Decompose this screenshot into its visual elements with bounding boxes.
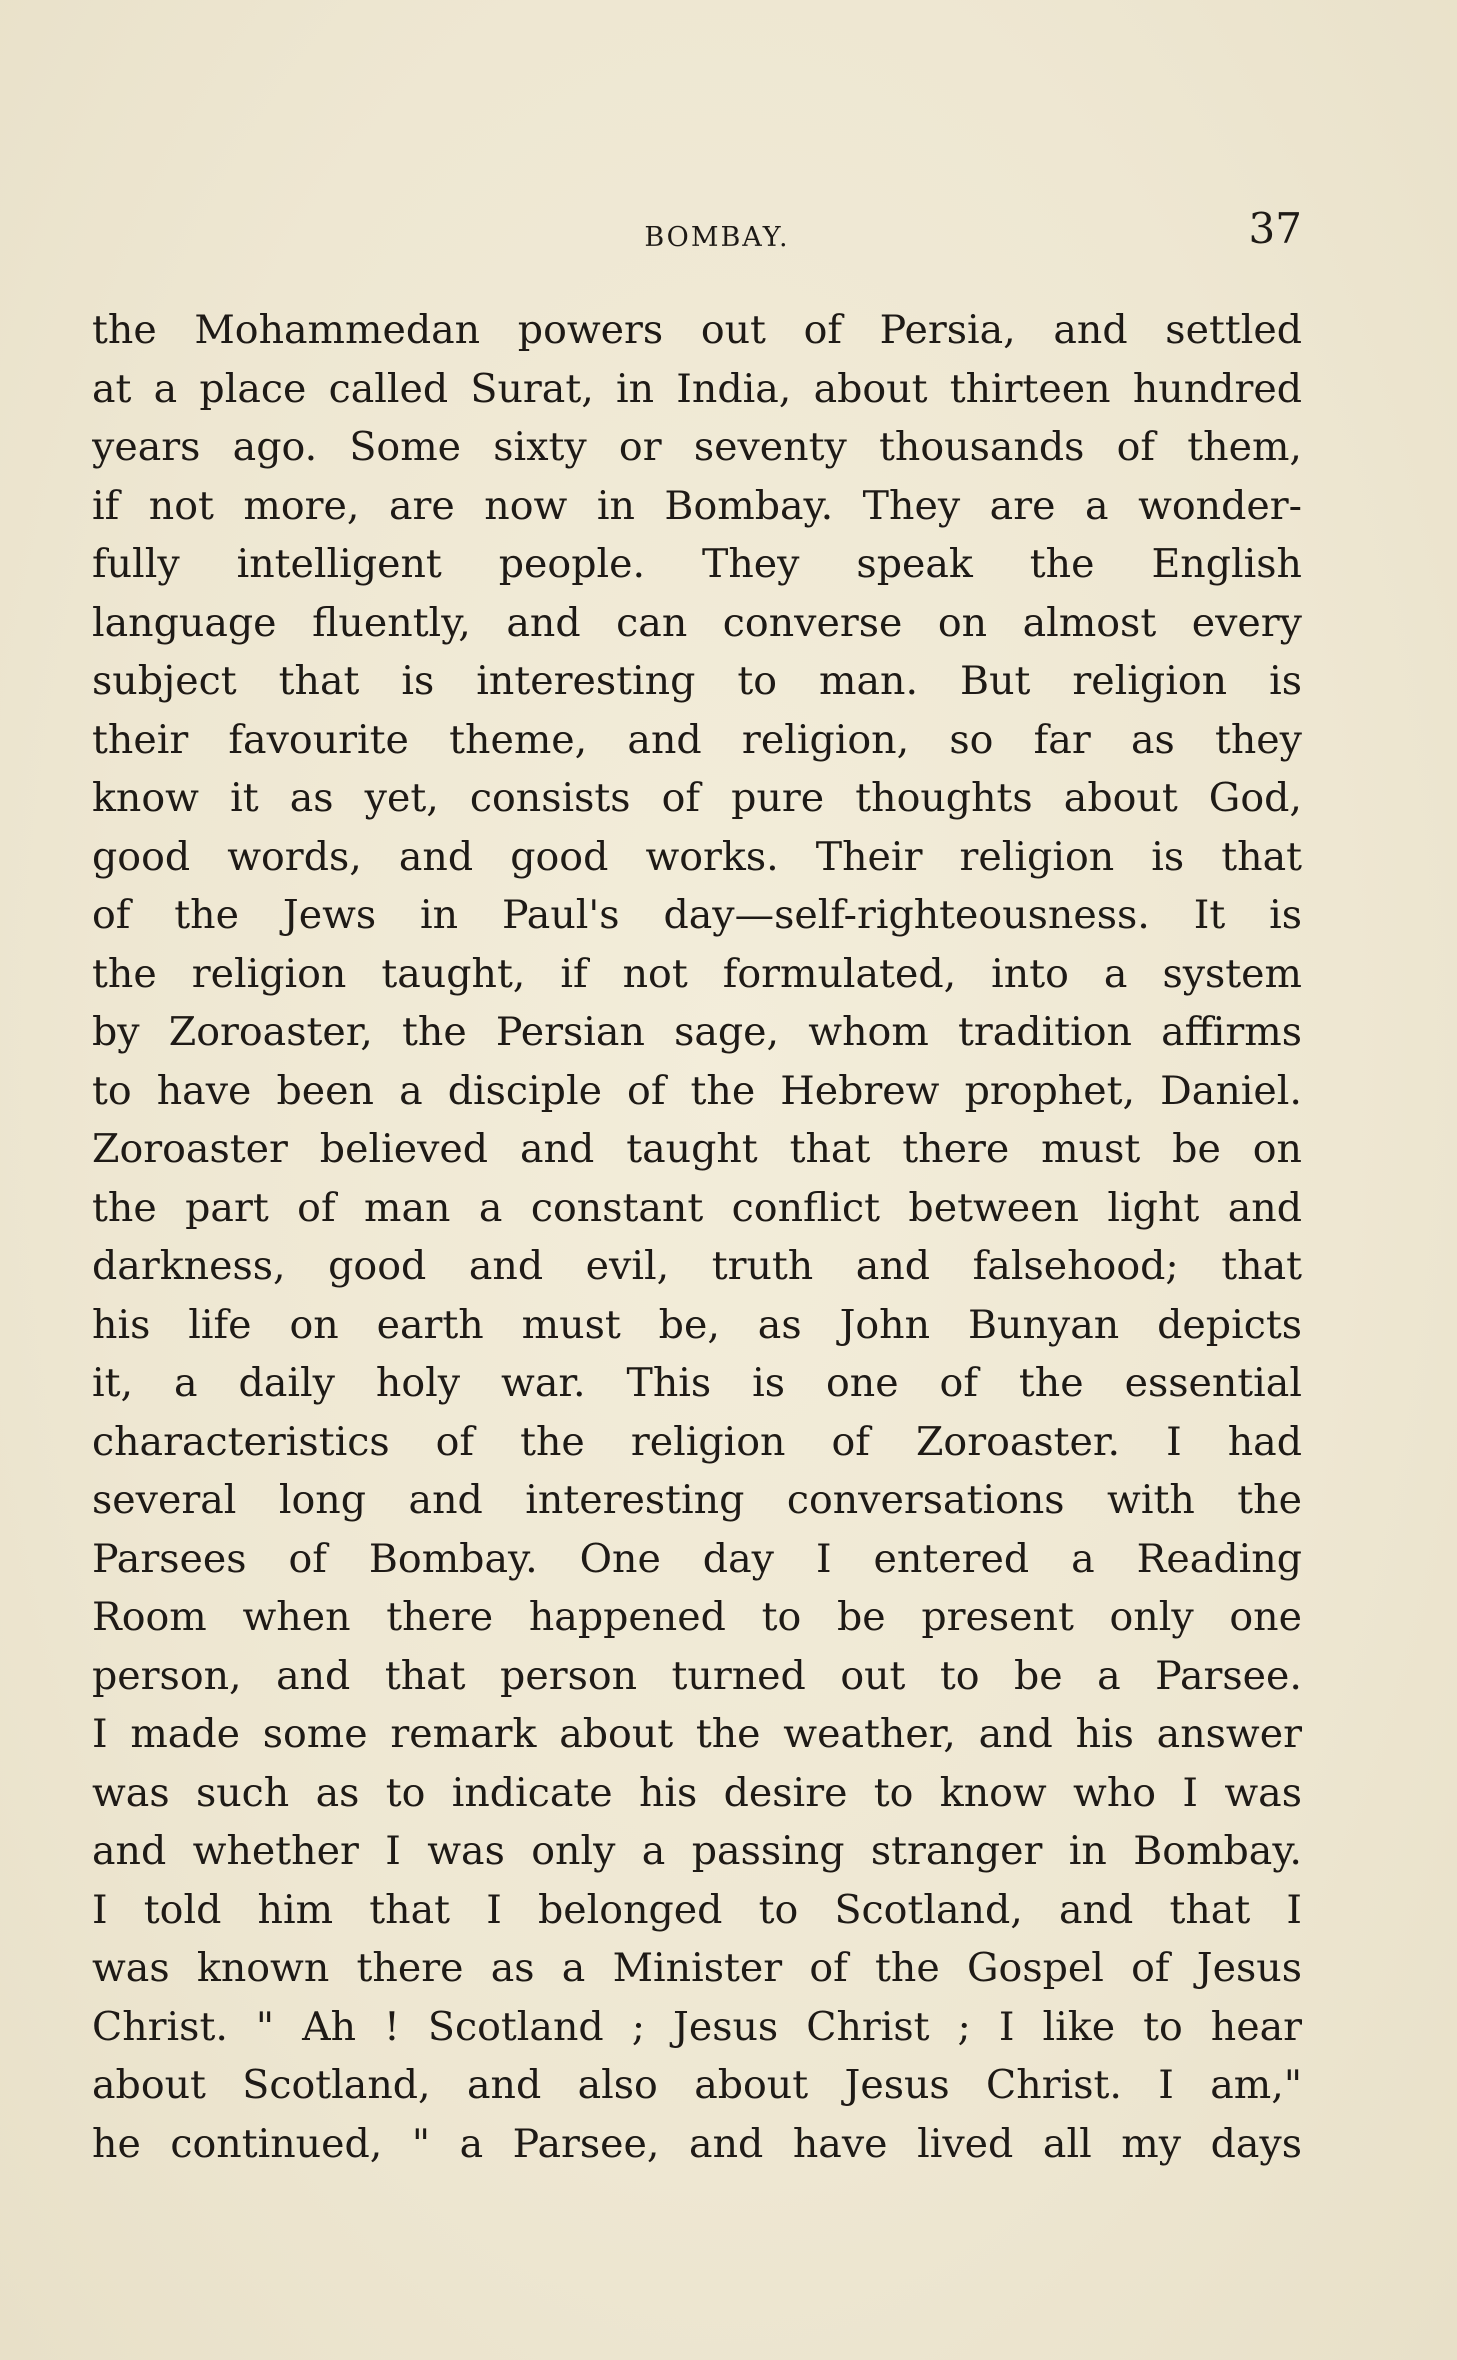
- text-line: and whether I was only a passing stranger in Bombay.: [92, 1828, 1302, 1874]
- page-number: 37: [1248, 204, 1302, 253]
- text-line: I made some remark about the weather, and his answer: [92, 1711, 1302, 1757]
- text-line: their favourite theme, and religion, so far as they: [92, 716, 1302, 763]
- running-head: BOMBAY.: [644, 222, 790, 253]
- body-text: [92, 301, 1302, 2173]
- text-line: at a place called Surat, in India, about thirteen hundred: [92, 365, 1302, 412]
- text-line: characteristics of the religion of Zoroaster. I had: [92, 1418, 1302, 1465]
- text-line: language fluently, and can converse on almost every: [92, 599, 1302, 646]
- text-line: his life on earth must be, as John Bunyan depicts: [92, 1301, 1302, 1348]
- text-line: by Zoroaster, the Persian sage, whom tradition affirms: [92, 1009, 1302, 1055]
- text-line: if not more, are now in Bombay. They are a wonder-: [92, 482, 1302, 529]
- text-line: person, and that person turned out to be a Parsee.: [92, 1652, 1302, 1699]
- text-line: the religion taught, if not formulated, into a system: [92, 950, 1302, 997]
- text-line: Parsees of Bombay. One day I entered a Reading: [92, 1535, 1302, 1582]
- text-line: Room when there happened to be present only one: [92, 1594, 1302, 1640]
- text-line: good words, and good works. Their religion is that: [92, 833, 1302, 880]
- text-line: know it as yet, consists of pure thoughts about God,: [92, 775, 1302, 821]
- text-line: was known there as a Minister of the Gospel of Jesus: [92, 1945, 1302, 1991]
- text-line: to have been a disciple of the Hebrew prophet, Daniel.: [92, 1067, 1302, 1114]
- text-line: Zoroaster believed and taught that there must be on: [92, 1126, 1302, 1172]
- page-header: [92, 204, 1302, 264]
- text-line: he continued, " a Parsee, and have lived all my days: [92, 2120, 1302, 2167]
- text-line: years ago. Some sixty or seventy thousands of them,: [92, 424, 1302, 470]
- text-line: the part of man a constant conflict between light and: [92, 1184, 1302, 1231]
- text-line: it, a daily holy war. This is one of the essential: [92, 1360, 1302, 1406]
- text-line: was such as to indicate his desire to know who I was: [92, 1769, 1302, 1816]
- text-line: darkness, good and evil, truth and falsehood; that: [92, 1243, 1302, 1289]
- text-line: the Mohammedan powers out of Persia, and settled: [92, 307, 1302, 353]
- text-line: Christ. " Ah ! Scotland ; Jesus Christ ; I like to hear: [92, 2003, 1302, 2050]
- text-line: of the Jews in Paul's day—self-righteousness. It is: [92, 892, 1302, 938]
- text-line: I told him that I belonged to Scotland, and that I: [92, 1886, 1302, 1933]
- text-line: subject that is interesting to man. But religion is: [92, 658, 1302, 704]
- text-line: about Scotland, and also about Jesus Christ. I am,": [92, 2062, 1302, 2108]
- text-line: several long and interesting conversations with the: [92, 1477, 1302, 1523]
- text-line: fully intelligent people. They speak the English: [92, 541, 1302, 587]
